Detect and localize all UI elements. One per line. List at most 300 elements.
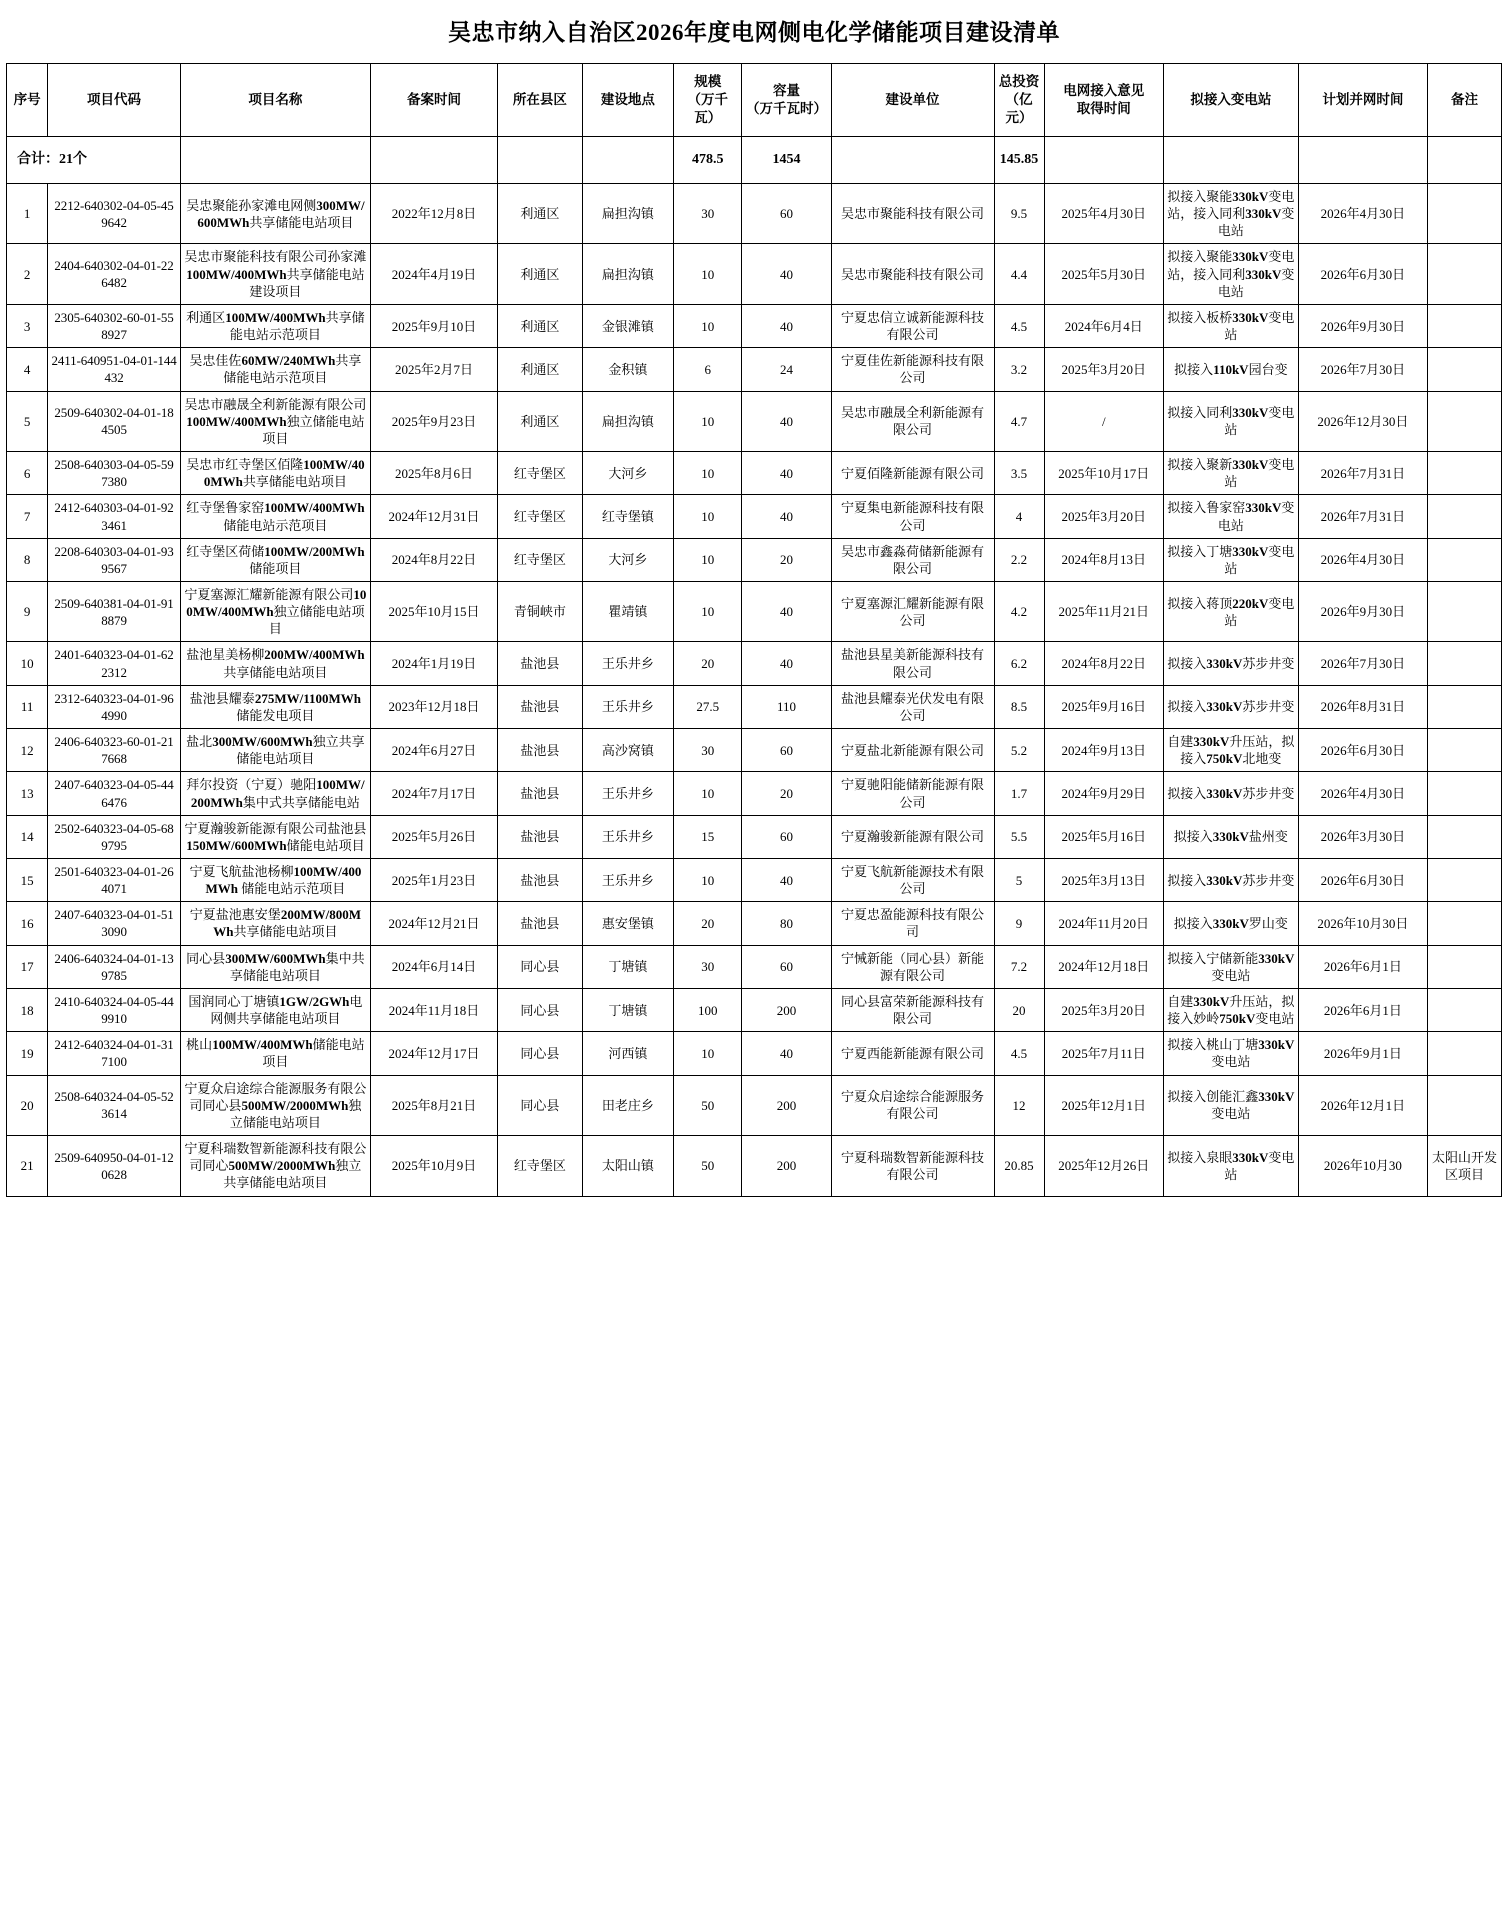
row-site: 王乐井乡 <box>582 815 673 858</box>
row-grid-opinion-date: 2024年12月18日 <box>1044 945 1164 988</box>
row-substation: 拟接入泉眼330kV变电站 <box>1164 1136 1299 1196</box>
row-site: 瞿靖镇 <box>582 581 673 641</box>
row-index: 20 <box>7 1075 48 1135</box>
row-project-name: 盐池星美杨柳200MW/400MWh共享储能电站项目 <box>180 642 370 685</box>
row-investment: 4 <box>994 495 1044 538</box>
row-index: 8 <box>7 538 48 581</box>
table-row <box>7 391 1502 451</box>
col-header-capacity-line1: 容量 <box>773 83 801 99</box>
row-project-code: 2412-640324-04-01-317100 <box>48 1032 181 1075</box>
row-grid-opinion-date: 2025年12月1日 <box>1044 1075 1164 1135</box>
table-row <box>7 642 1502 685</box>
row-site: 金积镇 <box>582 348 673 391</box>
row-project-code: 2401-640323-04-01-622312 <box>48 642 181 685</box>
row-investment: 1.7 <box>994 772 1044 815</box>
row-scale: 10 <box>674 1032 742 1075</box>
row-capacity: 40 <box>742 495 831 538</box>
col-header-capacity-line2: （万千瓦时） <box>746 101 828 116</box>
table-row <box>7 902 1502 945</box>
row-filing-date: 2025年8月6日 <box>370 452 497 495</box>
row-project-name: 宁夏盐池惠安堡200MW/800MWh共享储能电站项目 <box>180 902 370 945</box>
row-index: 15 <box>7 859 48 902</box>
row-site: 丁塘镇 <box>582 988 673 1031</box>
row-project-code: 2406-640324-04-01-139785 <box>48 945 181 988</box>
row-note <box>1428 988 1502 1031</box>
row-investment: 4.4 <box>994 244 1044 304</box>
row-county: 盐池县 <box>498 902 583 945</box>
row-project-code: 2410-640324-04-05-449910 <box>48 988 181 1031</box>
row-grid-opinion-date: 2025年4月30日 <box>1044 184 1164 244</box>
row-note <box>1428 581 1502 641</box>
row-investment: 5.5 <box>994 815 1044 858</box>
row-site: 田老庄乡 <box>582 1075 673 1135</box>
row-investment: 3.5 <box>994 452 1044 495</box>
row-index: 2 <box>7 244 48 304</box>
row-site: 扁担沟镇 <box>582 391 673 451</box>
row-scale: 30 <box>674 729 742 772</box>
row-scale: 30 <box>674 945 742 988</box>
col-header-grid-opinion-line1: 电网接入意见 <box>1063 83 1145 99</box>
row-scale: 6 <box>674 348 742 391</box>
col-header-note: 备注 <box>1428 64 1502 137</box>
row-investment: 12 <box>994 1075 1044 1135</box>
row-note <box>1428 945 1502 988</box>
row-plan-date: 2026年12月30日 <box>1298 391 1427 451</box>
col-header-build-unit: 建设单位 <box>831 64 994 137</box>
row-project-code: 2404-640302-04-01-226482 <box>48 244 181 304</box>
row-scale: 27.5 <box>674 685 742 728</box>
row-filing-date: 2025年9月10日 <box>370 304 497 347</box>
row-site: 扁担沟镇 <box>582 244 673 304</box>
col-header-grid-opinion-date <box>1044 64 1164 137</box>
row-build-unit: 盐池县星美新能源科技有限公司 <box>831 642 994 685</box>
row-capacity: 80 <box>742 902 831 945</box>
row-grid-opinion-date: 2024年6月4日 <box>1044 304 1164 347</box>
row-project-code: 2501-640323-04-01-264071 <box>48 859 181 902</box>
row-county: 盐池县 <box>498 815 583 858</box>
row-capacity: 60 <box>742 945 831 988</box>
row-grid-opinion-date: 2025年10月17日 <box>1044 452 1164 495</box>
row-index: 12 <box>7 729 48 772</box>
row-plan-date: 2026年6月1日 <box>1298 988 1427 1031</box>
row-scale: 10 <box>674 772 742 815</box>
row-project-code: 2508-640303-04-05-597380 <box>48 452 181 495</box>
row-capacity: 40 <box>742 452 831 495</box>
row-plan-date: 2026年3月30日 <box>1298 815 1427 858</box>
row-investment: 8.5 <box>994 685 1044 728</box>
row-capacity: 60 <box>742 815 831 858</box>
table-row <box>7 1032 1502 1075</box>
row-capacity: 24 <box>742 348 831 391</box>
row-filing-date: 2024年8月22日 <box>370 538 497 581</box>
row-project-name: 吴忠聚能孙家滩电网侧300MW/600MWh共享储能电站项目 <box>180 184 370 244</box>
row-investment: 4.5 <box>994 1032 1044 1075</box>
row-plan-date: 2026年6月30日 <box>1298 859 1427 902</box>
row-index: 17 <box>7 945 48 988</box>
row-substation: 拟接入330kV盐州变 <box>1164 815 1299 858</box>
row-substation: 拟接入宁储新能330kV变电站 <box>1164 945 1299 988</box>
table-row <box>7 304 1502 347</box>
row-plan-date: 2026年7月31日 <box>1298 495 1427 538</box>
col-header-site: 建设地点 <box>582 64 673 137</box>
row-investment: 9.5 <box>994 184 1044 244</box>
row-substation: 拟接入330kV罗山变 <box>1164 902 1299 945</box>
page-title: 吴忠市纳入自治区2026年度电网侧电化学储能项目建设清单 <box>448 20 1060 45</box>
col-header-county: 所在县区 <box>498 64 583 137</box>
row-index: 10 <box>7 642 48 685</box>
row-plan-date: 2026年4月30日 <box>1298 184 1427 244</box>
row-index: 16 <box>7 902 48 945</box>
total-label: 合计：21个 <box>7 137 181 184</box>
row-note <box>1428 685 1502 728</box>
row-project-code: 2212-640302-04-05-459642 <box>48 184 181 244</box>
row-plan-date: 2026年9月30日 <box>1298 581 1427 641</box>
row-index: 14 <box>7 815 48 858</box>
row-filing-date: 2023年12月18日 <box>370 685 497 728</box>
row-scale: 20 <box>674 642 742 685</box>
row-plan-date: 2026年9月1日 <box>1298 1032 1427 1075</box>
row-capacity: 40 <box>742 859 831 902</box>
row-county: 盐池县 <box>498 642 583 685</box>
row-filing-date: 2024年12月21日 <box>370 902 497 945</box>
col-header-index: 序号 <box>7 64 48 137</box>
project-list-table <box>6 63 1502 1197</box>
row-project-name: 桃山100MW/400MWh储能电站项目 <box>180 1032 370 1075</box>
row-build-unit: 吴忠市融晟全利新能源有限公司 <box>831 391 994 451</box>
row-site: 高沙窝镇 <box>582 729 673 772</box>
row-index: 1 <box>7 184 48 244</box>
table-row <box>7 244 1502 304</box>
row-index: 3 <box>7 304 48 347</box>
row-project-code: 2509-640302-04-01-184505 <box>48 391 181 451</box>
row-project-name: 盐北300MW/600MWh独立共享储能电站项目 <box>180 729 370 772</box>
row-filing-date: 2025年8月21日 <box>370 1075 497 1135</box>
total-site-blank <box>582 137 673 184</box>
row-filing-date: 2024年1月19日 <box>370 642 497 685</box>
row-index: 11 <box>7 685 48 728</box>
row-note <box>1428 391 1502 451</box>
row-county: 利通区 <box>498 391 583 451</box>
col-header-investment-line3: 元） <box>1005 109 1033 125</box>
row-grid-opinion-date: 2025年3月20日 <box>1044 495 1164 538</box>
row-capacity: 40 <box>742 642 831 685</box>
row-scale: 20 <box>674 902 742 945</box>
row-project-name: 宁夏众启途综合能源服务有限公司同心县500MW/2000MWh独立储能电站项目 <box>180 1075 370 1135</box>
row-project-code: 2305-640302-60-01-558927 <box>48 304 181 347</box>
row-grid-opinion-date: 2025年3月13日 <box>1044 859 1164 902</box>
row-capacity: 110 <box>742 685 831 728</box>
col-header-substation: 拟接入变电站 <box>1164 64 1299 137</box>
col-header-scale <box>674 64 742 137</box>
row-county: 红寺堡区 <box>498 452 583 495</box>
total-plandate-blank <box>1298 137 1427 184</box>
row-county: 利通区 <box>498 348 583 391</box>
total-note-blank <box>1428 137 1502 184</box>
row-project-code: 2509-640950-04-01-120628 <box>48 1136 181 1196</box>
row-scale: 10 <box>674 244 742 304</box>
row-plan-date: 2026年8月31日 <box>1298 685 1427 728</box>
row-filing-date: 2024年12月17日 <box>370 1032 497 1075</box>
row-note <box>1428 244 1502 304</box>
row-substation: 拟接入330kV苏步井变 <box>1164 859 1299 902</box>
row-project-name: 同心县300MW/600MWh集中共享储能电站项目 <box>180 945 370 988</box>
total-row <box>7 137 1502 184</box>
row-county: 青铜峡市 <box>498 581 583 641</box>
row-investment: 20.85 <box>994 1136 1044 1196</box>
row-project-name: 红寺堡鲁家窑100MW/400MWh储能电站示范项目 <box>180 495 370 538</box>
row-substation: 拟接入330kV苏步井变 <box>1164 642 1299 685</box>
row-capacity: 200 <box>742 988 831 1031</box>
row-project-code: 2502-640323-04-05-689795 <box>48 815 181 858</box>
row-project-code: 2412-640303-04-01-923461 <box>48 495 181 538</box>
row-substation: 自建330kV升压站，拟接入750kV北地变 <box>1164 729 1299 772</box>
row-note <box>1428 729 1502 772</box>
row-plan-date: 2026年6月30日 <box>1298 244 1427 304</box>
row-county: 红寺堡区 <box>498 1136 583 1196</box>
row-note <box>1428 1075 1502 1135</box>
row-plan-date: 2026年7月30日 <box>1298 348 1427 391</box>
row-substation: 拟接入聚新330kV变电站 <box>1164 452 1299 495</box>
row-substation: 拟接入丁塘330kV变电站 <box>1164 538 1299 581</box>
col-header-filing-date: 备案时间 <box>370 64 497 137</box>
row-build-unit: 宁夏集电新能源科技有限公司 <box>831 495 994 538</box>
row-project-code: 2208-640303-04-01-939567 <box>48 538 181 581</box>
row-note <box>1428 815 1502 858</box>
row-site: 太阳山镇 <box>582 1136 673 1196</box>
col-header-project-code: 项目代码 <box>48 64 181 137</box>
row-investment: 9 <box>994 902 1044 945</box>
table-row <box>7 495 1502 538</box>
row-plan-date: 2026年10月30日 <box>1298 902 1427 945</box>
row-project-name: 宁夏塞源汇耀新能源有限公司100MW/400MWh独立储能电站项目 <box>180 581 370 641</box>
header-row <box>7 64 1502 137</box>
row-investment: 5.2 <box>994 729 1044 772</box>
table-header <box>7 64 1502 137</box>
total-scale: 478.5 <box>674 137 742 184</box>
row-index: 13 <box>7 772 48 815</box>
row-capacity: 40 <box>742 391 831 451</box>
row-filing-date: 2025年2月7日 <box>370 348 497 391</box>
row-substation: 拟接入创能汇鑫330kV变电站 <box>1164 1075 1299 1135</box>
row-project-name: 红寺堡区荷储100MW/200MWh储能项目 <box>180 538 370 581</box>
row-scale: 30 <box>674 184 742 244</box>
row-build-unit: 宁夏盐北新能源有限公司 <box>831 729 994 772</box>
row-plan-date: 2026年12月1日 <box>1298 1075 1427 1135</box>
table-row <box>7 184 1502 244</box>
row-county: 同心县 <box>498 1075 583 1135</box>
table-row <box>7 1136 1502 1196</box>
table-row <box>7 988 1502 1031</box>
row-filing-date: 2022年12月8日 <box>370 184 497 244</box>
row-filing-date: 2024年6月27日 <box>370 729 497 772</box>
row-site: 河西镇 <box>582 1032 673 1075</box>
total-opinion-blank <box>1044 137 1164 184</box>
row-project-name: 利通区100MW/400MWh共享储能电站示范项目 <box>180 304 370 347</box>
row-build-unit: 盐池县耀泰光伏发电有限公司 <box>831 685 994 728</box>
row-project-code: 2509-640381-04-01-918879 <box>48 581 181 641</box>
row-build-unit: 宁夏众启途综合能源服务有限公司 <box>831 1075 994 1135</box>
row-plan-date: 2026年4月30日 <box>1298 772 1427 815</box>
row-site: 王乐井乡 <box>582 772 673 815</box>
row-county: 同心县 <box>498 988 583 1031</box>
row-grid-opinion-date: 2025年5月30日 <box>1044 244 1164 304</box>
row-site: 王乐井乡 <box>582 642 673 685</box>
row-county: 盐池县 <box>498 685 583 728</box>
row-site: 扁担沟镇 <box>582 184 673 244</box>
row-capacity: 40 <box>742 581 831 641</box>
table-row <box>7 1075 1502 1135</box>
row-index: 4 <box>7 348 48 391</box>
table-row <box>7 685 1502 728</box>
table-body <box>7 137 1502 1197</box>
row-project-code: 2407-640323-04-01-513090 <box>48 902 181 945</box>
row-site: 惠安堡镇 <box>582 902 673 945</box>
row-build-unit: 宁夏塞源汇耀新能源有限公司 <box>831 581 994 641</box>
row-scale: 100 <box>674 988 742 1031</box>
row-index: 21 <box>7 1136 48 1196</box>
row-grid-opinion-date: 2025年7月11日 <box>1044 1032 1164 1075</box>
row-site: 大河乡 <box>582 538 673 581</box>
row-build-unit: 同心县富荣新能源科技有限公司 <box>831 988 994 1031</box>
row-grid-opinion-date: 2025年3月20日 <box>1044 348 1164 391</box>
row-filing-date: 2025年1月23日 <box>370 859 497 902</box>
row-substation: 拟接入蒋顶220kV变电站 <box>1164 581 1299 641</box>
row-filing-date: 2025年10月9日 <box>370 1136 497 1196</box>
row-grid-opinion-date: 2025年11月21日 <box>1044 581 1164 641</box>
row-project-code: 2508-640324-04-05-523614 <box>48 1075 181 1135</box>
row-county: 盐池县 <box>498 859 583 902</box>
row-build-unit: 宁夏瀚骏新能源有限公司 <box>831 815 994 858</box>
col-header-scale-line1: 规模 <box>694 74 722 90</box>
row-substation: 拟接入聚能330kV变电站，接入同利330kV变电站 <box>1164 244 1299 304</box>
row-note <box>1428 304 1502 347</box>
row-project-code: 2407-640323-04-05-446476 <box>48 772 181 815</box>
row-note <box>1428 642 1502 685</box>
row-grid-opinion-date: 2024年9月29日 <box>1044 772 1164 815</box>
row-substation: 拟接入鲁家窑330kV变电站 <box>1164 495 1299 538</box>
row-note <box>1428 184 1502 244</box>
row-county: 红寺堡区 <box>498 538 583 581</box>
total-county-blank <box>498 137 583 184</box>
row-substation: 拟接入同利330kV变电站 <box>1164 391 1299 451</box>
row-filing-date: 2024年12月31日 <box>370 495 497 538</box>
row-scale: 15 <box>674 815 742 858</box>
row-capacity: 40 <box>742 1032 831 1075</box>
col-header-project-name: 项目名称 <box>180 64 370 137</box>
table-row <box>7 945 1502 988</box>
row-scale: 10 <box>674 304 742 347</box>
table-row <box>7 815 1502 858</box>
row-filing-date: 2024年6月14日 <box>370 945 497 988</box>
row-index: 18 <box>7 988 48 1031</box>
row-filing-date: 2025年5月26日 <box>370 815 497 858</box>
row-grid-opinion-date: 2025年9月16日 <box>1044 685 1164 728</box>
row-capacity: 40 <box>742 304 831 347</box>
col-header-investment-line2: （亿 <box>1005 92 1033 108</box>
row-site: 丁塘镇 <box>582 945 673 988</box>
row-county: 盐池县 <box>498 729 583 772</box>
row-capacity: 20 <box>742 772 831 815</box>
total-investment: 145.85 <box>994 137 1044 184</box>
row-filing-date: 2024年11月18日 <box>370 988 497 1031</box>
row-plan-date: 2026年4月30日 <box>1298 538 1427 581</box>
row-county: 利通区 <box>498 184 583 244</box>
row-index: 7 <box>7 495 48 538</box>
row-county: 盐池县 <box>498 772 583 815</box>
row-note <box>1428 538 1502 581</box>
row-build-unit: 宁夏佰隆新能源有限公司 <box>831 452 994 495</box>
row-county: 利通区 <box>498 304 583 347</box>
row-substation: 拟接入330kV苏步井变 <box>1164 772 1299 815</box>
row-project-name: 宁夏飞航盐池杨柳100MW/400MWh 储能电站示范项目 <box>180 859 370 902</box>
row-build-unit: 吴忠市聚能科技有限公司 <box>831 184 994 244</box>
row-build-unit: 宁悈新能（同心县）新能源有限公司 <box>831 945 994 988</box>
row-note <box>1428 348 1502 391</box>
row-capacity: 60 <box>742 184 831 244</box>
row-substation: 自建330kV升压站，拟接入妙岭750kV变电站 <box>1164 988 1299 1031</box>
row-grid-opinion-date: / <box>1044 391 1164 451</box>
table-row <box>7 538 1502 581</box>
row-project-name: 吴忠市红寺堡区佰隆100MW/400MWh共享储能电站项目 <box>180 452 370 495</box>
row-filing-date: 2025年9月23日 <box>370 391 497 451</box>
total-filedate-blank <box>370 137 497 184</box>
row-note <box>1428 452 1502 495</box>
row-build-unit: 宁夏佳佐新能源科技有限公司 <box>831 348 994 391</box>
row-project-code: 2411-640951-04-01-144432 <box>48 348 181 391</box>
row-investment: 4.7 <box>994 391 1044 451</box>
row-plan-date: 2026年7月31日 <box>1298 452 1427 495</box>
row-scale: 50 <box>674 1075 742 1135</box>
row-scale: 10 <box>674 538 742 581</box>
row-filing-date: 2025年10月15日 <box>370 581 497 641</box>
row-grid-opinion-date: 2025年3月20日 <box>1044 988 1164 1031</box>
row-investment: 3.2 <box>994 348 1044 391</box>
total-substation-blank <box>1164 137 1299 184</box>
row-site: 金银滩镇 <box>582 304 673 347</box>
row-grid-opinion-date: 2024年8月22日 <box>1044 642 1164 685</box>
row-investment: 4.5 <box>994 304 1044 347</box>
row-scale: 10 <box>674 859 742 902</box>
row-project-name: 吴忠佳佐60MW/240MWh共享储能电站示范项目 <box>180 348 370 391</box>
col-header-scale-line2: （万千 <box>687 92 729 108</box>
row-scale: 10 <box>674 581 742 641</box>
row-capacity: 40 <box>742 244 831 304</box>
table-row <box>7 772 1502 815</box>
row-capacity: 20 <box>742 538 831 581</box>
row-scale: 10 <box>674 452 742 495</box>
total-name-blank <box>180 137 370 184</box>
row-project-name: 吴忠市聚能科技有限公司孙家滩100MW/400MWh共享储能电站建设项目 <box>180 244 370 304</box>
row-project-name: 盐池县耀泰275MW/1100MWh储能发电项目 <box>180 685 370 728</box>
row-note <box>1428 495 1502 538</box>
row-note <box>1428 772 1502 815</box>
row-grid-opinion-date: 2024年8月13日 <box>1044 538 1164 581</box>
row-investment: 20 <box>994 988 1044 1031</box>
row-scale: 50 <box>674 1136 742 1196</box>
row-investment: 5 <box>994 859 1044 902</box>
row-scale: 10 <box>674 495 742 538</box>
row-note <box>1428 859 1502 902</box>
row-substation: 拟接入桃山丁塘330kV变电站 <box>1164 1032 1299 1075</box>
row-substation: 拟接入330kV苏步井变 <box>1164 685 1299 728</box>
row-note <box>1428 1032 1502 1075</box>
table-row <box>7 452 1502 495</box>
row-index: 9 <box>7 581 48 641</box>
row-build-unit: 吴忠市鑫淼荷储新能源有限公司 <box>831 538 994 581</box>
row-grid-opinion-date: 2024年9月13日 <box>1044 729 1164 772</box>
row-build-unit: 宁夏驰阳能储新能源有限公司 <box>831 772 994 815</box>
table-row <box>7 348 1502 391</box>
